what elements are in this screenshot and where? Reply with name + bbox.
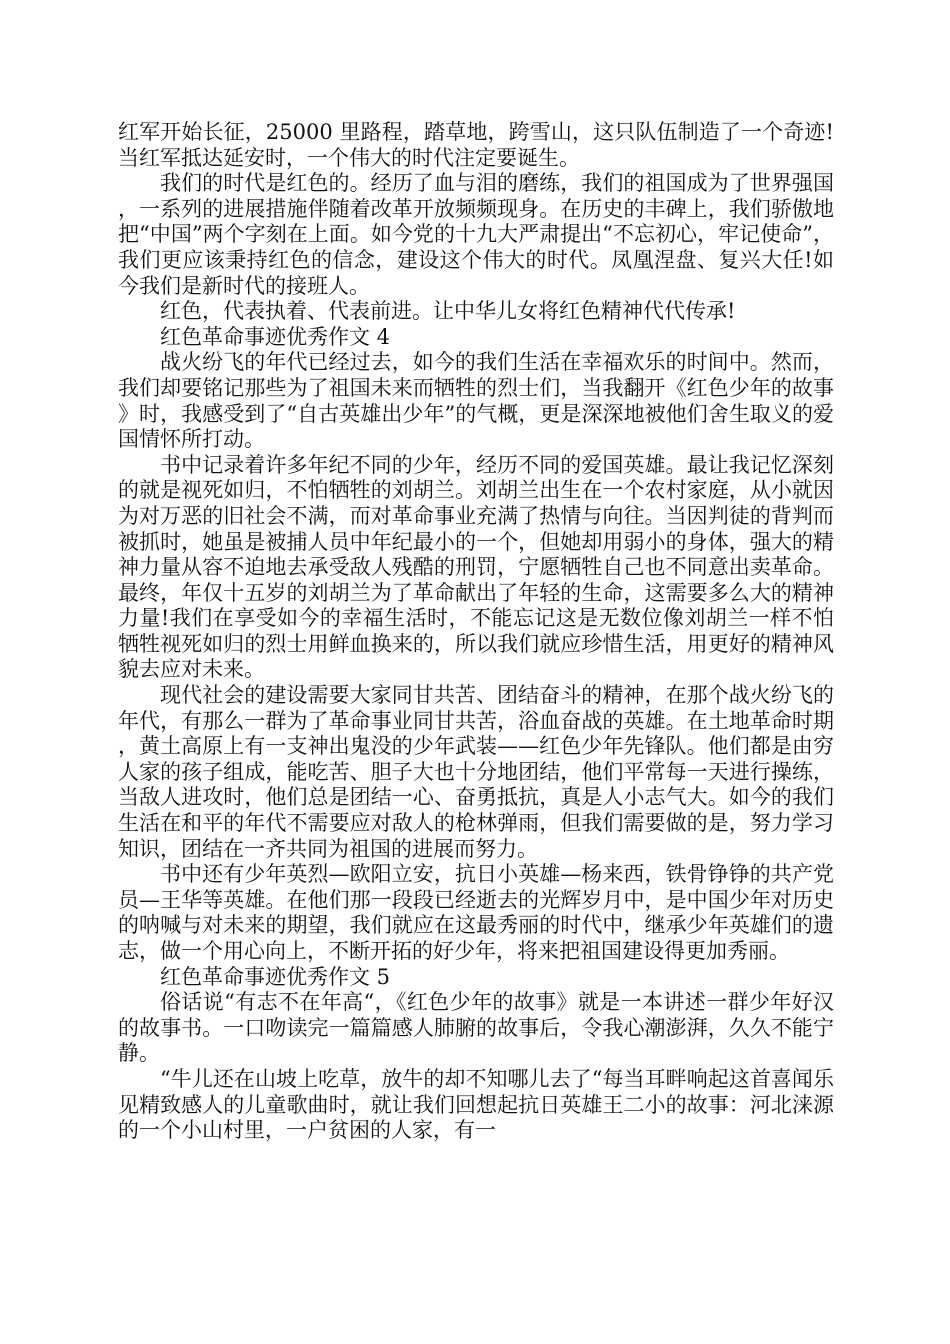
paragraph: 战火纷飞的年代已经过去，如今的我们生活在幸福欢乐的时间中。然而，我们却要铭记那些为了祖国未来而牺牲的烈士们，当我翻开《红色少年的故事》时，我感受到了“自古英雄出少年”的气概，更是深深地被他们舍生取义的爱国情怀所打动。 [118, 350, 834, 452]
paragraph: 我们的时代是红色的。经历了血与泪的磨练，我们的祖国成为了世界强国，一系列的进展措施伴随着改革开放频频现身。在历史的丰碑上，我们骄傲地把“中国”两个字刻在上面。如今党的十九大严肃提出“不忘初心，牢记使命”，我们更应该秉持红色的信念，建设这个伟大的时代。凤凰涅盘、复兴大任!如今我们是新时代的接班人。 [118, 171, 834, 298]
paragraph: “牛儿还在山坡上吃草，放牛的却不知哪儿去了“每当耳畔响起这首喜闻乐见精致感人的儿童歌曲时，就让我们回想起抗日英雄王二小的故事：河北涞源的一个小山村里，一户贫困的人家，有一 [118, 1066, 834, 1143]
paragraph: 书中记录着许多年纪不同的少年，经历不同的爱国英雄。最让我记忆深刻的就是视死如归，不怕牺牲的刘胡兰。刘胡兰出生在一个农村家庭，从小就因为对万恶的旧社会不满，而对革命事业充满了热情与向往。当因判徒的背判而被抓时，她虽是被捕人员中年纪最小的一个，但她却用弱小的身体，强大的精神力量从容不迫地去承受敌人残酷的刑罚，宁愿牺牲自己也不同意出卖革命。最终，年仅十五岁的刘胡兰为了革命献出了年轻的生命，这需要多么大的精神力量!我们在享受如今的幸福生活时，不能忘记这是无数位像刘胡兰一样不怕牺牲视死如归的烈士用鲜血换来的，所以我们就应珍惜生活，用更好的精神风貌去应对未来。 [118, 452, 834, 682]
paragraph: 书中还有少年英烈—欧阳立安，抗日小英雄—杨来西，铁骨铮铮的共产党员—王华等英雄。在他们那一段段已经逝去的光辉岁月中，是中国少年对历史的呐喊与对未来的期望，我们就应在这最秀丽的时代中，继承少年英雄们的遗志，做一个用心向上，不断开拓的好少年，将来把祖国建设得更加秀丽。 [118, 862, 834, 963]
document-page [118, 120, 834, 1144]
paragraph: 红色，代表执着、代表前进。让中华儿女将红色精神代代传承! [160, 299, 736, 324]
paragraph: 现代社会的建设需要大家同甘共苦、团结奋斗的精神，在那个战火纷飞的年代，有那么一群为了革命事业同甘共苦，浴血奋战的英雄。在土地革命时期，黄土高原上有一支神出鬼没的少年武装——红色少年先锋队。他们都是由穷人家的孩子组成，能吃苦、胆子大也十分地团结，他们平常每一天进行操练，当敌人进攻时，他们总是团结一心、奋勇抵抗，真是人小志气大。如今的我们生活在和平的年代不需要应对敌人的枪林弹雨，但我们需要做的是，努力学习知识，团结在一齐共同为祖国的进展而努力。 [118, 683, 834, 861]
section-heading: 红色革命事迹优秀作文 4 [160, 324, 391, 349]
section-heading: 红色革命事迹优秀作文 5 [160, 964, 391, 989]
paragraph: 俗话说“有志不在年高“，《红色少年的故事》就是一本讲述一群少年好汉的故事书。一口吻读完一篇篇感人肺腑的故事后，令我心潮澎湃，久久不能宁静。 [118, 990, 834, 1066]
paragraph: 红军开始长征，25000 里路程，踏草地，跨雪山，这只队伍制造了一个奇迹!当红军抵达延安时，一个伟大的时代注定要诞生。 [118, 120, 834, 170]
